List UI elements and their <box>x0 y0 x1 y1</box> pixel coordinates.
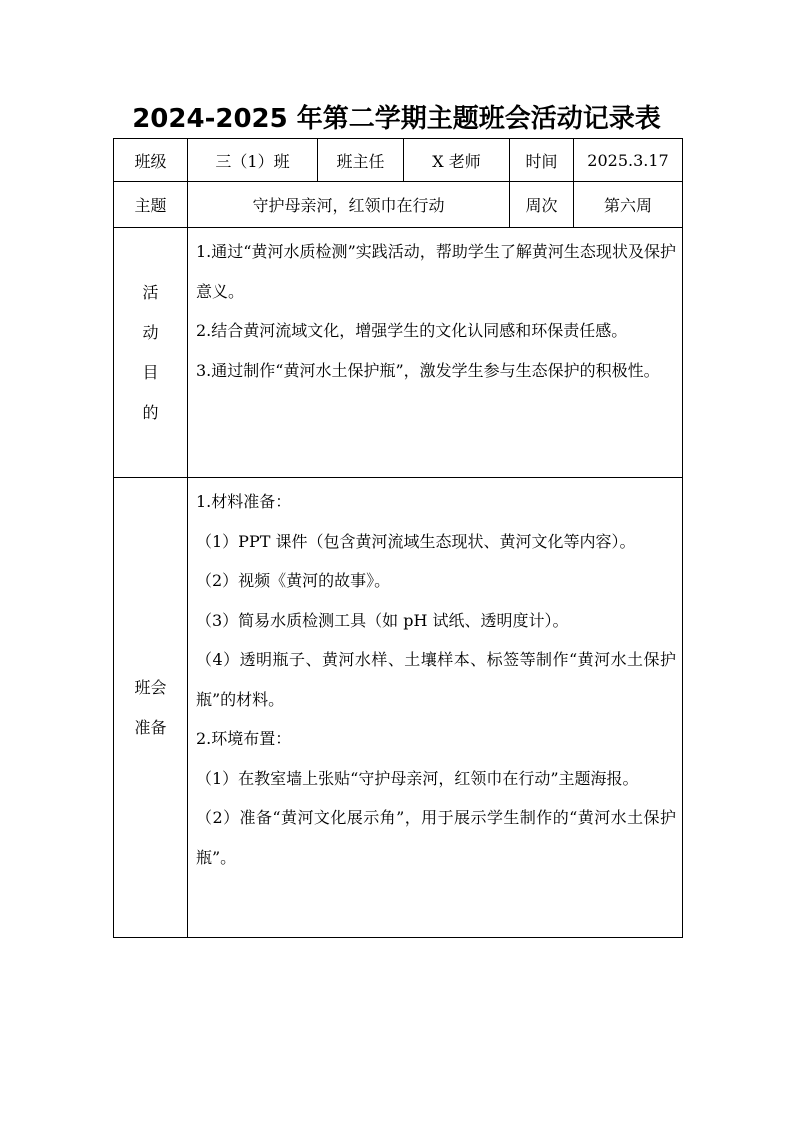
preparation-row <box>114 478 683 938</box>
record-table <box>113 138 683 938</box>
time-value: 2025.3.17 <box>574 139 683 182</box>
objective-item: 1.通过“黄河水质检测”实践活动，帮助学生了解黄河生态现状及保护意义。 <box>196 242 676 301</box>
objectives-label <box>114 228 188 478</box>
preparation-content <box>188 478 683 938</box>
preparation-label-line: 班会 <box>134 677 167 697</box>
theme-row <box>114 182 683 228</box>
week-label: 周次 <box>510 182 574 228</box>
theme-value: 守护母亲河，红领巾在行动 <box>188 182 510 228</box>
objectives-row <box>114 228 683 478</box>
preparation-item: （1）PPT 课件（包含黄河流域生态现状、黄河文化等内容）。 <box>196 531 636 551</box>
theme-label: 主题 <box>114 182 188 228</box>
time-label: 时间 <box>510 139 574 182</box>
preparation-item: （4）透明瓶子、黄河水样、土壤样本、标签等制作“黄河水土保护瓶”的材料。 <box>196 650 676 709</box>
objective-item: 2.结合黄河流域文化，增强学生的文化认同感和环保责任感。 <box>196 321 628 340</box>
header-row <box>114 139 683 182</box>
preparation-label <box>114 478 188 938</box>
preparation-item: （3）简易水质检测工具（如 pH 试纸、透明度计）。 <box>196 610 569 630</box>
preparation-label-line: 准备 <box>134 717 167 737</box>
class-value: 三（1）班 <box>188 139 318 182</box>
teacher-value: X 老师 <box>404 139 510 182</box>
week-value: 第六周 <box>574 182 683 228</box>
preparation-item: （2）视频《黄河的故事》。 <box>196 571 391 590</box>
teacher-label: 班主任 <box>318 139 404 182</box>
objectives-label-char: 的 <box>142 402 159 422</box>
preparation-item: 1.材料准备： <box>196 492 292 511</box>
preparation-item: 2.环境布置： <box>196 729 292 748</box>
class-label: 班级 <box>114 139 188 182</box>
objectives-content <box>188 228 683 478</box>
objectives-label-char: 目 <box>142 362 159 382</box>
page-title: 2024-2025 年第二学期主题班会活动记录表 <box>132 104 661 134</box>
preparation-item: （2）准备“黄河文化展示角”，用于展示学生制作的“黄河水土保护瓶”。 <box>196 808 676 867</box>
objective-item: 3.通过制作“黄河水土保护瓶”，激发学生参与生态保护的积极性。 <box>196 360 660 380</box>
objectives-label-char: 活 <box>142 282 159 302</box>
preparation-item: （1）在教室墙上张贴“守护母亲河，红领巾在行动”主题海报。 <box>196 768 639 788</box>
objectives-label-char: 动 <box>142 322 159 342</box>
